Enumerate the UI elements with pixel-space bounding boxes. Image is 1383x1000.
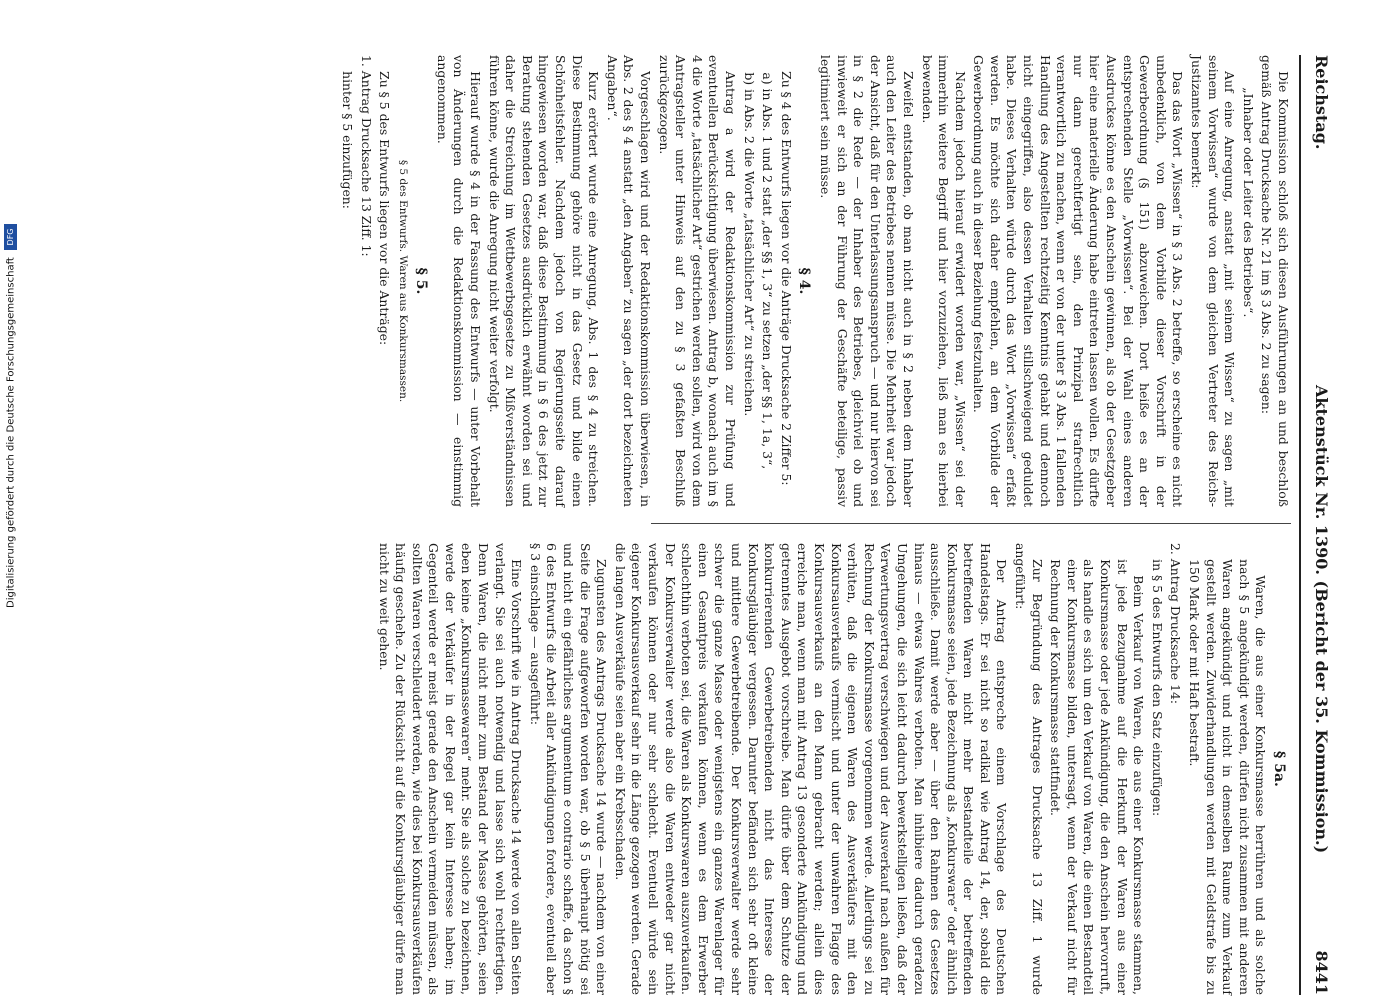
list-item: b) in Abs. 2 die Worte „tatsächlicher Art“ zu streichen. — [741, 72, 757, 417]
paragraph: Kurz erörtert wurde eine Anregung, Abs. 1 des § 4 zu streichen. Diese Bestimmung gehöre nicht in das Gesetz und bilde einen Schönheitsfehler. Nachdem jedoch von Regierungsseite darauf hingewiesen worden war, daß diese Bestimmung in § 6 des jetzt zur Beratung stehenden Gesetzes ausdrücklich erwähnt worden sei und daher die Streichung im Wettbewerbsgesetze zu Mißverständnissen führen könne, wurde die Anregung nicht weiter verfolgt. — [486, 55, 602, 507]
paragraph: Hierauf wurde § 4 in der Fassung des Entwurfs — unter Vorbehalt von Änderungen durch die Redaktionskommission — einstimmig angenommen. — [434, 55, 484, 507]
list-item: a) in Abs. 1 und 2 statt „der §§ 1, 3“ zu setzen „der §§ 1, 1a, 3“, — [760, 72, 776, 470]
footer-text: Digitalisierung gefördert durch die Deutsche Forschungsgemeinschaft — [5, 257, 17, 608]
running-head-left: Reichstag. — [1312, 55, 1331, 150]
paragraph: Eine Vorschrift wie in Antrag Drucksache 14 werde von allen Seiten verlangt. Sie sei auch notwendig und lasse sich wohl rechtfertigen. Denn Waren, die nicht mehr zum Bestand der Masse gehörten, seien eben keine „Konkursmassewaren“ mehr. Sie als solche zu bezeichnen, werde der Verkäufer in der Regel gar kein Interesse haben; im Gegenteil werde er meist gerade den Anschein vermeiden müssen, als sollten Waren verschleudert werden, wie dies bei Konkursausverkäufen häufig geschehe. Zu der Rücksicht auf die Konkursgläubiger dürfe man nicht zu weit gehen. — [376, 543, 525, 995]
page-number: 8441 — [1312, 950, 1331, 995]
digitization-footer — [4, 0, 22, 608]
paragraph: Zu § 4 des Entwurfs liegen vor die Anträge Drucksache 2 Ziffer 5: — [778, 71, 794, 486]
quote: Beim Verkauf von Waren, die aus einer Konkursmasse stammen, ist jede Bezugnahme auf die Herkunft der Waren aus einer Konkursmasse oder jede Ankündigung, die den Anschein hervorruft, als handle es sich um den Verkauf von Waren, die einen Bestandteil einer Konkursmasse bilden, untersagt, wenn der Verkauf nicht für Rechnung der Konkursmasse stattfindet. — [1048, 559, 1147, 995]
paragraph: Zweifel entstanden, ob man nicht auch in § 2 neben dem Inhaber auch den Leiter des Betriebes nennen müsse. Die Mehrheit war jedoch der Ansicht, daß für den Unterlassungsanspruch — und nur hiervon sei in § 2 die Rede — der Inhaber des Betriebes, gleichviel ob und inwieweit er sich an der Führung der Geschäfte beteilige, passiv legitimiert sein müsse. — [817, 55, 916, 507]
paragraph: hinter § 5 einzufügen: — [339, 71, 355, 209]
column-rule — [651, 523, 1291, 524]
paragraph: in § 5 des Entwurfs den Satz einzufügen: — [1149, 559, 1165, 817]
list-item: 2. Antrag Drucksache 14: — [1168, 543, 1184, 705]
paragraph: Der Antrag entspreche einem Vorschlage des Deutschen Handelstags. Er sei nicht so radikal wie Antrag 14, der, sobald die betreffenden Waren nicht mehr Bestandteile der betreffenden Konkursmasse seien, jede Bezeichnung als „Konkursware“ oder ähnlich ausschließe. Damit werde aber — über den Rahmen des Gesetzes hinaus — etwas Wahres verboten. Man inhibiere dadurch geradezu Umgehungen, die sich leicht dadurch bewerkstelligen ließen, daß der Verwertungsvertrag verschwiegen und der Ausverkauf nach außen für Rechnung der Konkursmasse vorgenommen werde. Allerdings sei zu verhüten, daß die eigenen Waren des Ausverkäufers mit den Konkursausverkaufs vermischt und unter der unwahren Flagge des Konkursausverkaufs an den Mann gebracht werden; allein dies erreiche man, wenn man mit Antrag 13 gesonderte Ankündigung und getrenntes Ausgebot vorschreibe. Man dürfe über dem Schutze der konkurrierenden Gewerbetreibenden nicht das Interesse der Konkursgläubiger vergessen. Darunter befänden sich sehr oft kleine und mittlere Gewerbetreibende. Der Konkursverwalter werde sehr schwer die ganze Masse oder wenigstens ein ganzes Warenlager für einen Gesamtpreis verkaufen können, wenn es dem Erwerber schlechthin verboten sei, die Waren als Konkurswaren auszuverkaufen. Der Konkursverwalter werde also die Waren entweder gar nicht verkaufen können oder nur sehr schlecht. Eventuell würde sein eigener Konkursausverkauf sehr in die Länge gezogen werden. Gerade die langen Ausverkäufe seien aber ein Krebsschaden. — [612, 543, 1010, 995]
running-head-center — [1312, 385, 1331, 853]
quote: „Inhaber oder Leiter des Betriebes“. — [1240, 87, 1256, 318]
paragraph: Vorgeschlagen wird und der Redaktionskommission überwiesen, in Abs. 2 des § 4 anstatt „den Angaben“ zu sagen „der dort bezeichneten Angaben“. — [604, 55, 654, 507]
paragraph: Antrag a wird der Redaktionskommission zur Prüfung und eventuellen Berücksichtigung überwiesen. Antrag b, wonach auch im § 4 die Worte „tatsächlicher Art“ gestrichen werden sollen, wird von dem Antragsteller unter Hinweis auf den zu § 3 gefaßten Beschluß zurückgezogen. — [656, 55, 738, 507]
section-caption: § 5 des Entwurfs. Waren aus Konkursmassen. — [396, 159, 409, 403]
paragraph: Nachdem jedoch hierauf erwidert worden war, „Wissen“ sei der immerhin weitere Begriff und hier vorzuziehen, ließ man es hierbei bewenden. — [919, 55, 968, 507]
paragraph: Zu § 5 des Entwurfs liegen vor die Anträge: — [377, 71, 393, 346]
document-page — [43, 55, 1333, 995]
paragraph: Zugunsten des Antrags Drucksache 14 wurde — nachdem von einer Seite die Frage aufgeworfen worden war, ob § 5 überhaupt nötig sei und nicht ein gefährliches argumentum e contrario schaffe, da schon § 6 des Entwurfs die Arbeit aller Ankündigungen fordere, eventuell aber § 3 einschlage — ausgeführt: — [527, 543, 610, 995]
running-head-title: Aktenstück Nr. 1390. — [1312, 385, 1331, 575]
paragraph: Die Kommission schloß sich diesen Ausführungen an und beschloß gemäß Antrag Drucksache Nr. 21 im § 3 Abs. 2 zu sagen: — [1259, 55, 1291, 507]
section-heading: § 5a. — [1271, 751, 1287, 787]
list-item: 1. Antrag Drucksache 13 Ziff. 1: — [358, 55, 374, 257]
paragraph: Zur Begründung des Antrages Drucksache 13 Ziff. 1 wurde angeführt: — [1013, 543, 1045, 995]
right-column — [373, 543, 1291, 995]
section-heading: § 4. — [796, 267, 813, 295]
running-head — [1303, 55, 1333, 995]
running-head-subtitle: (Bericht der 35. Kommission.) — [1312, 580, 1331, 854]
paragraph: Auf eine Anregung, anstatt „mit seinem Wissen“ zu sagen „mit seinem Vorwissen“ wurde von dem gleichen Vertreter des Reichs-Justizamtes bemerkt: — [1189, 55, 1238, 507]
section-heading: § 5. — [413, 267, 430, 295]
paragraph: Das das Wort „Wissen“ in § 3 Abs. 2 betreffe, so erscheine es nicht unbedenklich, von dem Vorbilde dieser Vorschrift in der Gewerbeordnung (§ 151) abzuweichen. Dort heiße es an der entsprechenden Stelle „Vorwissen“. Bei der Wahl eines anderen Ausdruckes könne es den Anschein gewinnen, als ob der Gesetzgeber hier eine materielle Änderung habe eintreten lassen wollen. Es dürfte nur dann gerechtfertigt sein, den Prinzipal strafrechtlich verantwortlich zu machen, wenn er von der unter § 3 Abs. 1 fallenden Handlung des Angestellten rechtzeitig Kenntnis gehabt und dennoch nicht eingegriffen, also dessen Verhalten stillschweigend geduldet habe. Dieses Verhalten würde durch das Wort „Vorwissen“ erfaßt werden. Es möchte sich daher empfehlen, an dem Vorbilde der Gewerbeordnung auch in dieser Beziehung festzuhalten. — [971, 55, 1186, 507]
quote: Waren, die aus einer Konkursmasse herrühren und als solche nach § 5 angekündigt werden, dürfen nicht zusammen mit anderen Waren angekündigt und nicht in demselben Raume zum Verkauf gestellt werden. Zuwiderhandlungen werden mit Geldstrafe bis zu 150 Mark oder mit Haft bestraft. — [1187, 559, 1269, 995]
dfg-logo: DFG — [4, 224, 17, 250]
header-rule — [1299, 55, 1301, 995]
left-column — [336, 55, 1291, 507]
